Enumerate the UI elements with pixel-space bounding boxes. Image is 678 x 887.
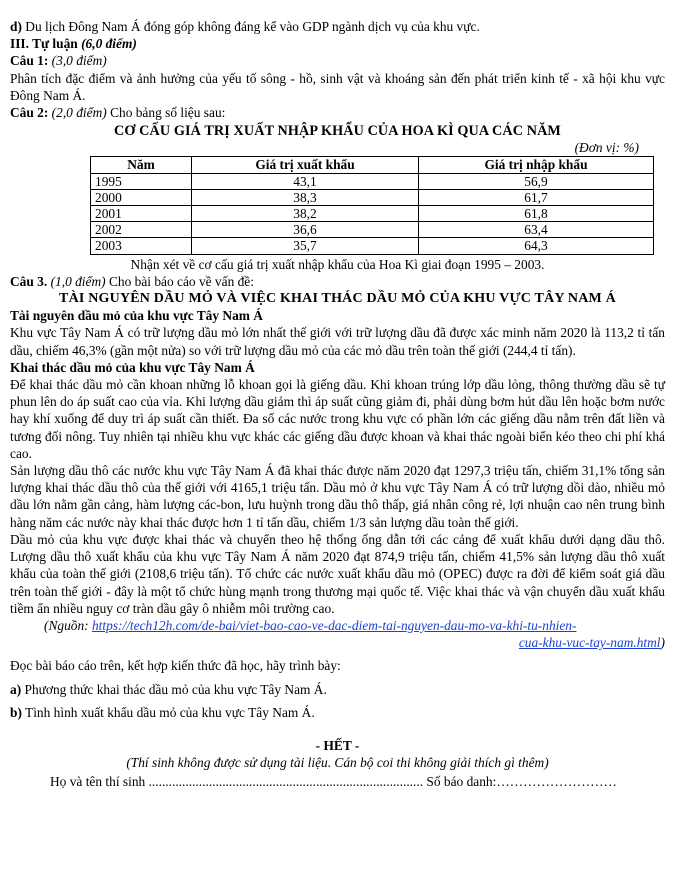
trade-structure-table [90, 156, 654, 254]
table-cell-import: 63,4 [419, 222, 654, 238]
item-d-text: Du lịch Đông Nam Á đóng góp không đáng kể vào GDP ngành dịch vụ của khu vực. [21, 19, 480, 34]
question-2-points: (2,0 điểm) [48, 105, 107, 121]
question-1-heading [10, 52, 665, 69]
question-3-heading [10, 273, 665, 290]
section-3-heading [10, 35, 665, 52]
article-paragraph-4: Dầu mỏ của khu vực được khai thác và chuyển theo hệ thống ống dẫn tới các cảng để xuất khẩu dưới dạng dầu thô. Lượng dầu thô xuất khẩu của khu vực Tây Nam Á năm 2020 đạt 874,9 triệu tấn, chiếm 41,5% sản lượng dầu thô xuất khẩu của toàn thế giới (2108,6 triệu tấn). Tổ chức các nước xuất khẩu dầu mỏ (OPEC) được ra đời để kiểm soát giá dầu trên toàn thế giới - đây là một tổ chức hùng mạnh trong thương mại quốc tế. Việc khai thác và vận chuyển dầu xuất khẩu tiềm ẩn nhiều nguy cơ tràn dầu gây ô nhiễm môi trường cao. [10, 531, 665, 616]
section-3-points: (6,0 điểm) [77, 36, 137, 52]
table-header-year: Năm [91, 157, 192, 173]
item-b-text: Tình hình xuất khẩu dầu mỏ của khu vực Tây Nam Á. [21, 704, 315, 720]
question-1-points: (3,0 điểm) [48, 53, 107, 69]
table-row [91, 206, 654, 222]
table-header-import: Giá trị nhập khẩu [419, 157, 654, 173]
article-source-line-2 [10, 634, 665, 651]
source-label: (Nguồn: [44, 617, 92, 633]
question-3-points: (1,0 điểm) [47, 273, 106, 289]
source-link-continued[interactable]: cua-khu-vuc-tay-nam.html [518, 635, 661, 651]
table-unit: (Đơn vị: %) [574, 140, 639, 156]
candidate-info-line [10, 773, 665, 790]
question-2-label: Câu 2: [10, 105, 49, 121]
candidate-name-label: Họ và tên thí sinh [50, 774, 149, 790]
table-cell-import: 64,3 [419, 238, 654, 254]
article-subheading-1: Tài nguyên dầu mỏ của khu vực Tây Nam Á [10, 308, 263, 324]
item-a-text: Phương thức khai thác dầu mỏ của khu vực Tây Nam Á. [21, 681, 327, 697]
question-2-text: Cho bảng số liệu sau: [106, 105, 226, 121]
candidate-id-label: Số báo danh: [423, 774, 497, 790]
item-b-label: b) [10, 704, 22, 720]
article-source [10, 617, 665, 634]
item-a-label: a) [10, 681, 22, 697]
table-cell-export: 38,3 [192, 189, 419, 205]
table-header-row [91, 157, 654, 173]
item-d-label: d) [10, 19, 22, 34]
question-2-heading [10, 104, 665, 121]
end-marker: - HẾT - [315, 737, 360, 753]
table-cell-import: 56,9 [419, 173, 654, 189]
question-3-item-b [10, 704, 665, 721]
table-title: CƠ CẤU GIÁ TRỊ XUẤT NHẬP KHẨU CỦA HOA KÌ QUA CÁC NĂM [114, 123, 561, 140]
question-3-label: Câu 3. [10, 273, 48, 289]
table-cell-export: 35,7 [192, 238, 419, 254]
article-title: TÀI NGUYÊN DẦU MỎ VÀ VIỆC KHAI THÁC DẦU MỎ CỦA KHU VỰC TÂY NAM Á [59, 291, 616, 307]
exam-note: (Thí sinh không được sử dụng tài liệu. Cán bộ coi thi không giải thích gì thêm) [126, 755, 549, 771]
item-d [10, 18, 665, 35]
article-subheading-2: Khai thác dầu mỏ của khu vực Tây Nam Á [10, 359, 255, 375]
article-paragraph-1: Khu vực Tây Nam Á có trữ lượng dầu mỏ lớn nhất thế giới với trữ lượng dầu đã được xác minh năm 2020 là 113,2 tỉ tấn dầu, chiếm 46,3% (gần một nửa) so với trữ lượng dầu mỏ của các mỏ dầu trên toàn thế giới (244,4 tỉ tấn). [10, 325, 665, 358]
question-1-text: Phân tích đặc điểm và ảnh hưởng của yếu tố sông - hồ, sinh vật và khoáng sản đến phát triển kinh tế - xã hội khu vực Đông Nam Á. [10, 70, 665, 103]
section-3-title: III. Tự luận [10, 36, 78, 52]
question-1-label: Câu 1: [10, 53, 49, 69]
table-cell-year: 2001 [91, 206, 192, 222]
table-cell-export: 38,2 [192, 206, 419, 222]
table-cell-year: 2000 [91, 189, 192, 205]
candidate-id-dots: ……………………… [496, 774, 617, 790]
table-cell-import: 61,8 [419, 206, 654, 222]
table-row [91, 222, 654, 238]
question-3-text: Cho bài báo cáo về vấn đề: [105, 273, 254, 289]
article-paragraph-2: Để khai thác dầu mỏ cần khoan những lỗ khoan gọi là giếng dầu. Khi khoan trúng lớp dầu lỏng, thông thường dầu sẽ tự phun lên do áp suất cao của vỉa. Khi lượng dầu giảm thì áp suất cũng giảm đi, phải dùng bơm hút dầu lên hoặc bơm nước hay khí xuống để duy trì áp suất cần thiết. Đa số các nước trong khu vực có phần lớn các giếng dầu nằm trên đất liền và tương đối nông. Tuy nhiên tại nhiều khu vực khác các giếng dầu được khoan và khai thác ngoài biển kéo theo chi phí khá cao. [10, 377, 665, 461]
table-cell-year: 1995 [91, 173, 192, 189]
table-header-export: Giá trị xuất khẩu [192, 157, 419, 173]
article-paragraph-3: Sản lượng dầu thô các nước khu vực Tây Nam Á đã khai thác được năm 2020 đạt 1297,3 triệu tấn, chiếm 31,1% tổng sản lượng khai thác dầu thô của thế giới với 4165,1 triệu tấn. Dầu mỏ ở khu vực Tây Nam Á có trữ lượng dồi dào, nhiều mỏ dầu lớn nằm gần cảng, hàm lượng các-bon, lưu huỳnh trong dầu thô thấp, giá nhân công rẻ, lợi nhuận cao nên trung bình hàng năm các nước này khai thác được hơn 1 tỉ tấn dầu, chiếm 1/3 sản lượng dầu toàn thế giới. [10, 463, 665, 530]
source-close: ) [660, 635, 665, 651]
table-cell-year: 2003 [91, 238, 192, 254]
table-row [91, 238, 654, 254]
question-3-instruction: Đọc bài báo cáo trên, kết hợp kiến thức đã học, hãy trình bày: [10, 658, 341, 674]
table-cell-export: 36,6 [192, 222, 419, 238]
question-3-item-a [10, 681, 665, 698]
table-row [91, 189, 654, 205]
table-cell-import: 61,7 [419, 189, 654, 205]
table-cell-export: 43,1 [192, 173, 419, 189]
candidate-name-dots: .................................................................................. [148, 774, 424, 790]
table-row [91, 173, 654, 189]
exam-content [10, 18, 665, 791]
table-cell-year: 2002 [91, 222, 192, 238]
question-2-task: Nhận xét về cơ cấu giá trị xuất nhập khẩu của Hoa Kì giai đoạn 1995 – 2003. [130, 256, 545, 272]
source-link[interactable]: https://tech12h.com/de-bai/viet-bao-cao-ve-dac-diem-tai-nguyen-dau-mo-va-khi-tu-nhien- [91, 617, 577, 633]
